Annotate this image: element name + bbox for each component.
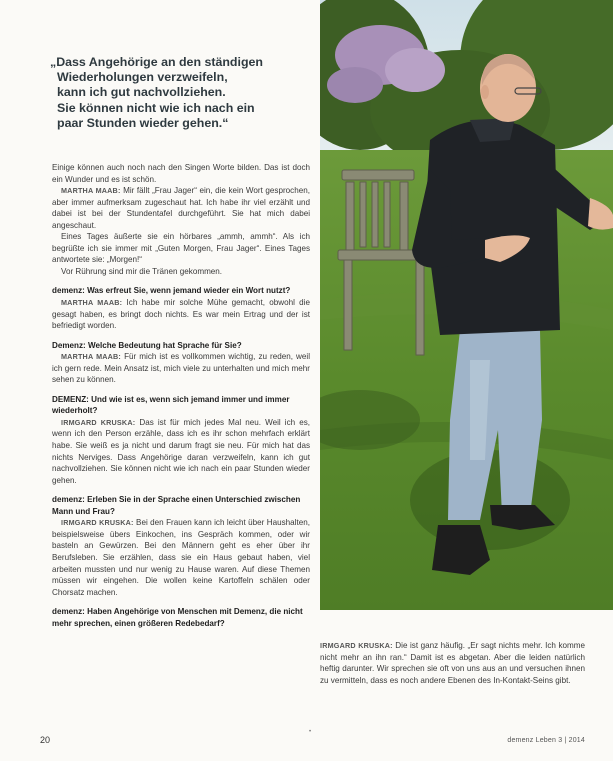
- pull-quote-line: kann ich gut nachvollziehen.: [57, 85, 226, 100]
- running-title: demenz Leben 3 | 2014: [507, 737, 585, 744]
- question-text: Was erfreut Sie, wenn jemand wieder ein Wort nutzt?: [84, 286, 291, 296]
- speaker-label: MARTHA MAAB:: [61, 352, 122, 362]
- answer-text: Für mich ist es vollkommen wichtig, zu reden, weil ich gern rede. Mein Ansatz ist, mich viele zu unterhalten und mich mehr sehen zu können.: [52, 352, 310, 385]
- question-tag: demenz:: [52, 495, 85, 505]
- pull-quote: [50, 55, 300, 131]
- body-paragraph: [52, 517, 310, 598]
- answer-text: Mir fällt „Frau Jager“ ein, die kein Wort gesprochen, aber immer aufmerksam zugeschaut hat. Ich habe ihr viel erzählt und dabei ist bei der Stundentafel durchgeführt. Sie hat mich dabei angeschaut.: [52, 186, 310, 230]
- answer-text: Ich habe mir solche Mühe gemacht, obwohl die gesagt haben, es bringt doch nichts. Es war mein Ertrag und der ist befriedigt worden.: [52, 298, 310, 331]
- pull-quote-line: Sie können nicht wie ich nach ein: [57, 100, 255, 115]
- body-paragraph: Vor Rührung sind mir die Tränen gekommen.: [61, 266, 223, 276]
- speaker-label: IRMGARD KRUSKA:: [320, 641, 393, 650]
- body-paragraph: Einige können auch noch nach den Singen Worte bilden. Das ist doch ein Wunder und es ist schön.: [52, 163, 310, 184]
- photo-illustration: [320, 0, 613, 610]
- question-text: Haben Angehörige von Menschen mit Demenz, die nicht mehr sprechen, einen größeren Redebedarf?: [52, 607, 303, 628]
- footer-dot: •: [309, 729, 312, 735]
- speaker-label: IRMGARD KRUSKA:: [61, 518, 134, 528]
- interview-question: [52, 394, 310, 417]
- body-paragraph: Eines Tages äußerte sie ein hörbares „ammh, ammh“. Als ich begrüßte ich sie immer mit „Guten Morgen, Frau Jager“. Eines Tages antwortete sie: „Morgen!“: [52, 232, 310, 265]
- body-paragraph: [320, 640, 585, 686]
- interview-question: [52, 606, 310, 629]
- body-paragraph: [52, 185, 310, 231]
- question-text: Erleben Sie in der Sprache einen Unterschied zwischen Mann und Frau?: [52, 495, 301, 516]
- question-tag: demenz:: [52, 607, 85, 617]
- interview-question: [52, 494, 310, 517]
- question-tag: Demenz:: [52, 340, 86, 350]
- question-tag: DEMENZ:: [52, 394, 89, 404]
- answer-text: Bei den Frauen kann ich leicht über Haushalten, beispielsweise übers Einkochen, ins Gespräch kommen, oder wir basteln an Gewürzen. Bei den Männern geht es eher über ihr Berufsleben. Sie erzählen, dass sie ein Haus gebaut haben, viel arbeiten mussten und nur wenig zu Hause waren. Auf diese Themen müssen wir eingehen. Die wollen keine Kartoffeln schälen oder Chorsatz machen.: [52, 518, 310, 597]
- body-paragraph: [52, 351, 310, 386]
- body-column-left: [52, 162, 310, 629]
- pull-quote-line: Wiederholungen verzweifeln,: [57, 70, 228, 85]
- body-column-right: [320, 640, 585, 686]
- garden-photo: [320, 0, 613, 610]
- interview-question: [52, 340, 310, 352]
- answer-text: Die ist ganz häufig. „Er sagt nichts mehr. Ich komme nicht mehr an ihn ran.“ Damit ist es abgetan. Aber die leiden natürlich heftig darunter. Wir sprechen sie oft von uns aus an und versuchen ihnen zu vermitteln, dass es noch andere Ebenen des In-Kontakt-Seins gibt.: [320, 641, 585, 685]
- answer-text: Das ist für mich jedes Mal neu. Weil ich es, wenn ich den Person erzähle, dass ich es ihr schon mehrfach erklärt habe. Sie weiß es ja nicht und darum fragt sie neu. Für mich hat das nichts Nerviges. Dass Angehörige daran verzweifeln, kann ich gut nachvollziehen. Sie können nicht wie ich nach ein paar Stunden wieder gehen.: [52, 417, 310, 485]
- speaker-label: MARTHA MAAB:: [61, 186, 121, 196]
- page-number: 20: [40, 735, 51, 745]
- question-text: Und wie ist es, wenn sich jemand immer und immer wiederholt?: [52, 394, 290, 416]
- question-text: Welche Bedeutung hat Sprache für Sie?: [85, 340, 242, 350]
- speaker-label: MARTHA MAAB:: [61, 298, 123, 308]
- pull-quote-line: paar Stunden wieder gehen.“: [57, 115, 229, 130]
- body-paragraph: [52, 417, 310, 486]
- speaker-label: IRMGARD KRUSKA:: [61, 417, 136, 427]
- question-tag: demenz:: [52, 286, 85, 296]
- body-paragraph: [52, 297, 310, 332]
- pull-quote-line: „Dass Angehörige an den ständigen: [50, 55, 263, 69]
- interview-question: [52, 285, 310, 297]
